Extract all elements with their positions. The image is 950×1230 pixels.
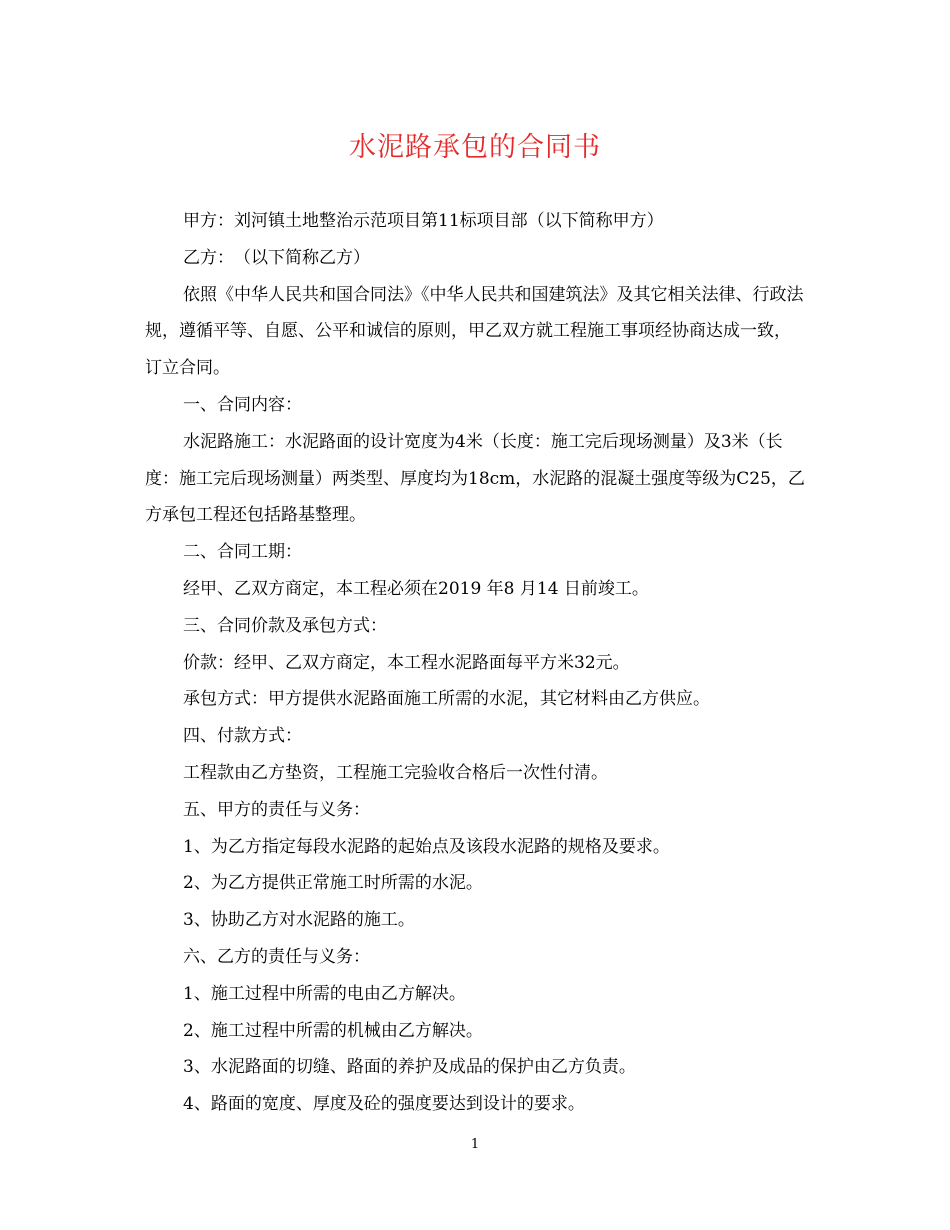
preamble-paragraph: 依照《中华人民共和国合同法》《中华人民共和国建筑法》及其它相关法律、行政法规，遵循平等、自愿、公平和诚信的原则，甲乙双方就工程施工事项经协商达成一致，订立合同。 bbox=[145, 284, 804, 379]
contracting-method-paragraph: 承包方式：甲方提供水泥路面施工所需的水泥，其它材料由乙方供应。 bbox=[183, 689, 710, 710]
price-paragraph: 价款：经甲、乙双方商定，本工程水泥路面每平方米32元。 bbox=[183, 652, 630, 673]
document-body bbox=[145, 203, 807, 1123]
party-a-duty-item: 1、为乙方指定每段水泥路的起始点及该段水泥路的规格及要求。 bbox=[183, 836, 670, 857]
party-b-duty-item: 2、施工过程中所需的机械由乙方解决。 bbox=[183, 1020, 483, 1041]
section-heading-party-a-duties: 五、甲方的责任与义务： bbox=[183, 799, 370, 820]
party-b-duty-item: 3、水泥路面的切缝、路面的养护及成品的保护由乙方负责。 bbox=[183, 1057, 636, 1078]
party-b-duty-item: 1、施工过程中所需的电由乙方解决。 bbox=[183, 983, 466, 1004]
contract-content-paragraph: 水泥路施工：水泥路面的设计宽度为4米（长度：施工完后现场测量）及3米（长度：施工完后现场测量）两类型、厚度均为18cm，水泥路的混凝土强度等级为C25，乙方承包工程还包括路基整理。 bbox=[145, 431, 805, 526]
party-a-line: 甲方：刘河镇土地整治示范项目第11标项目部（以下简称甲方） bbox=[183, 211, 664, 231]
section-heading-contract-content: 一、合同内容： bbox=[183, 394, 302, 415]
party-b-line: 乙方： （以下简称乙方） bbox=[183, 247, 370, 268]
party-a-duty-item: 2、为乙方提供正常施工时所需的水泥。 bbox=[183, 873, 483, 894]
party-b-duty-item: 4、路面的宽度、厚度及砼的强度要达到设计的要求。 bbox=[183, 1094, 585, 1115]
document-title: 水泥路承包的合同书 bbox=[349, 132, 601, 163]
section-heading-party-b-duties: 六、乙方的责任与义务： bbox=[183, 946, 370, 967]
section-heading-contract-period: 二、合同工期： bbox=[183, 542, 302, 563]
page-number: 1 bbox=[470, 1137, 480, 1152]
payment-paragraph: 工程款由乙方垫资，工程施工完验收合格后一次性付清。 bbox=[183, 762, 608, 783]
section-heading-payment: 四、付款方式： bbox=[183, 726, 302, 747]
party-a-duty-item: 3、协助乙方对水泥路的施工。 bbox=[183, 910, 415, 931]
section-heading-price: 三、合同价款及承包方式： bbox=[183, 615, 387, 636]
contract-period-paragraph: 经甲、乙双方商定，本工程必须在2019 年8 月14 日前竣工。 bbox=[183, 578, 649, 599]
